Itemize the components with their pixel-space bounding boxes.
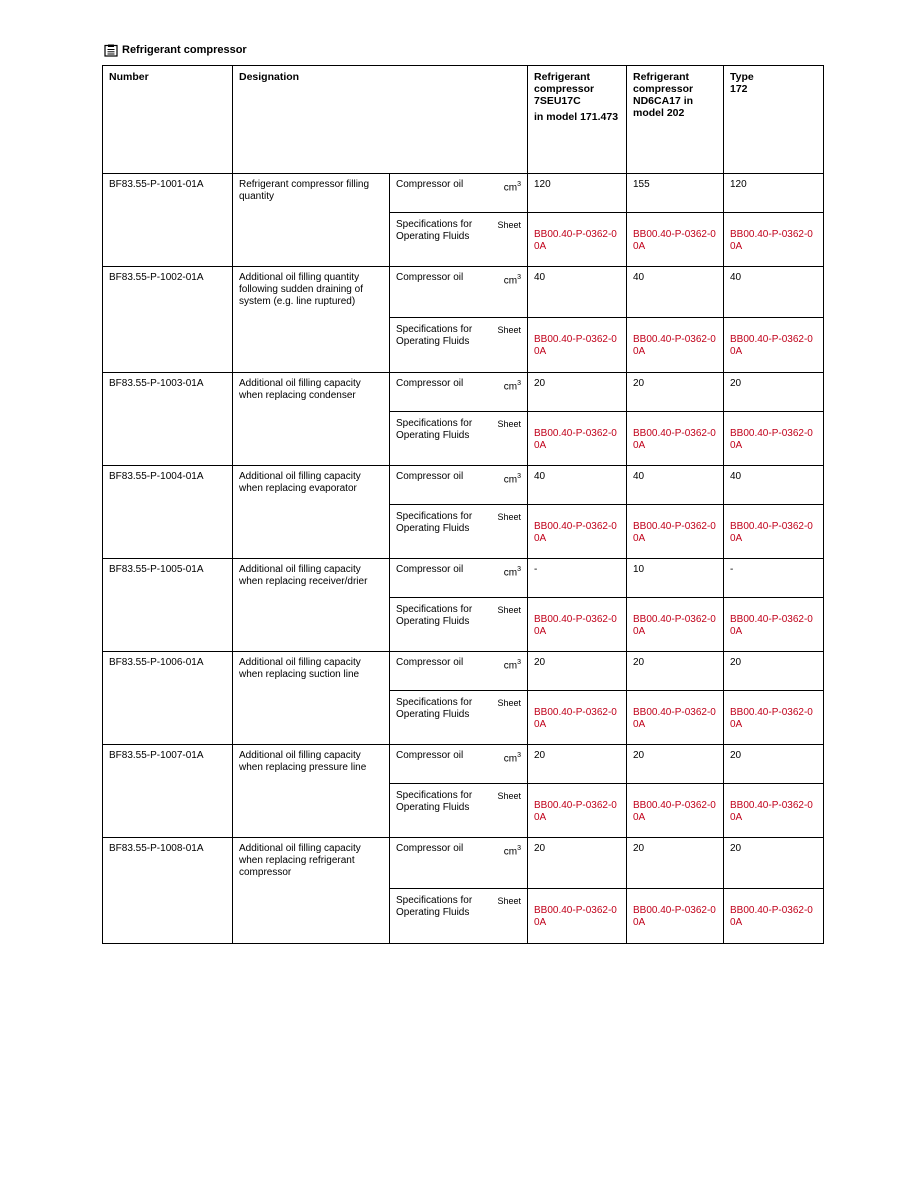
table-header-row — [103, 66, 824, 174]
oil-value: 20 — [724, 373, 824, 412]
spec-unit: Sheet — [490, 784, 528, 838]
row-number: BF83.55-P-1004-01A — [103, 466, 233, 559]
spec-link[interactable] — [724, 213, 824, 267]
spec-unit: Sheet — [490, 598, 528, 652]
oil-unit: $cm^3$ — [490, 745, 528, 784]
oil-label: Compressor oil — [390, 838, 490, 889]
spec-link[interactable] — [724, 784, 824, 838]
document-link[interactable]: BB00.40-P-0362-00A — [534, 614, 617, 637]
table-row — [103, 559, 824, 598]
spec-link[interactable] — [627, 318, 724, 373]
table-row — [103, 745, 824, 784]
row-designation: Additional oil filling capacity when replacing receiver/drier — [233, 559, 390, 652]
refrigerant-compressor-table — [102, 65, 824, 944]
table-row — [103, 838, 824, 889]
document-link[interactable]: BB00.40-P-0362-00A — [730, 334, 813, 357]
oil-unit: $cm^3$ — [490, 267, 528, 318]
spec-unit: Sheet — [490, 318, 528, 373]
document-link[interactable]: BB00.40-P-0362-00A — [633, 334, 716, 357]
row-number: BF83.55-P-1003-01A — [103, 373, 233, 466]
oil-value: 120 — [528, 174, 627, 213]
document-link[interactable]: BB00.40-P-0362-00A — [730, 229, 813, 252]
header-col-nd6ca17: Refrigerant compressor ND6CA17 in model 202 — [627, 66, 724, 174]
oil-value: 20 — [627, 373, 724, 412]
row-designation: Additional oil filling quantity following sudden draining of system (e.g. line ruptured) — [233, 267, 390, 373]
oil-value: 20 — [627, 745, 724, 784]
oil-value: 40 — [528, 466, 627, 505]
spec-label: Specifications for Operating Fluids — [390, 213, 490, 267]
oil-label: Compressor oil — [390, 652, 490, 691]
oil-unit: $cm^3$ — [490, 652, 528, 691]
document-link[interactable]: BB00.40-P-0362-00A — [633, 800, 716, 823]
spec-label: Specifications for Operating Fluids — [390, 412, 490, 466]
row-designation: Refrigerant compressor filling quantity — [233, 174, 390, 267]
oil-label: Compressor oil — [390, 559, 490, 598]
spec-link[interactable] — [627, 691, 724, 745]
oil-unit: $cm^3$ — [490, 838, 528, 889]
row-number: BF83.55-P-1006-01A — [103, 652, 233, 745]
spec-link[interactable] — [528, 318, 627, 373]
spec-link[interactable] — [724, 318, 824, 373]
oil-value: 40 — [724, 466, 824, 505]
spec-link[interactable] — [528, 598, 627, 652]
document-link[interactable]: BB00.40-P-0362-00A — [534, 707, 617, 730]
row-number: BF83.55-P-1007-01A — [103, 745, 233, 838]
oil-label: Compressor oil — [390, 466, 490, 505]
spec-label: Specifications for Operating Fluids — [390, 318, 490, 373]
document-link[interactable]: BB00.40-P-0362-00A — [534, 229, 617, 252]
table-row — [103, 373, 824, 412]
spec-link[interactable] — [724, 691, 824, 745]
document-link[interactable]: BB00.40-P-0362-00A — [534, 905, 617, 928]
spec-link[interactable] — [627, 213, 724, 267]
oil-label: Compressor oil — [390, 267, 490, 318]
spec-link[interactable] — [627, 505, 724, 559]
spec-link[interactable] — [528, 691, 627, 745]
oil-value: - — [724, 559, 824, 598]
row-designation: Additional oil filling capacity when replacing suction line — [233, 652, 390, 745]
document-link[interactable]: BB00.40-P-0362-00A — [730, 707, 813, 730]
spec-unit: Sheet — [490, 889, 528, 944]
document-link[interactable]: BB00.40-P-0362-00A — [633, 428, 716, 451]
spec-unit: Sheet — [490, 505, 528, 559]
oil-value: 20 — [528, 652, 627, 691]
oil-unit: $cm^3$ — [490, 466, 528, 505]
spec-unit: Sheet — [490, 691, 528, 745]
oil-value: 20 — [528, 838, 627, 889]
document-link[interactable]: BB00.40-P-0362-00A — [633, 905, 716, 928]
oil-value: 20 — [627, 838, 724, 889]
document-link[interactable]: BB00.40-P-0362-00A — [633, 707, 716, 730]
oil-value: 40 — [627, 267, 724, 318]
spec-link[interactable] — [627, 598, 724, 652]
header-col-7seu17c: Refrigerant compressor 7SEU17C in model 171.473 — [528, 66, 627, 174]
spec-unit: Sheet — [490, 412, 528, 466]
document-link[interactable]: BB00.40-P-0362-00A — [633, 614, 716, 637]
row-designation: Additional oil filling capacity when replacing evaporator — [233, 466, 390, 559]
row-number: BF83.55-P-1005-01A — [103, 559, 233, 652]
oil-value: 20 — [528, 373, 627, 412]
oil-value: 40 — [528, 267, 627, 318]
oil-label: Compressor oil — [390, 373, 490, 412]
row-designation: Additional oil filling capacity when replacing condenser — [233, 373, 390, 466]
section-title: Refrigerant compressor — [122, 44, 247, 56]
document-list-icon — [104, 44, 118, 57]
spec-link[interactable] — [724, 889, 824, 944]
document-link[interactable]: BB00.40-P-0362-00A — [534, 800, 617, 823]
spec-link[interactable] — [528, 889, 627, 944]
oil-label: Compressor oil — [390, 745, 490, 784]
table-row — [103, 267, 824, 318]
spec-link[interactable] — [528, 505, 627, 559]
spec-label: Specifications for Operating Fluids — [390, 784, 490, 838]
row-designation: Additional oil filling capacity when replacing refrigerant compressor — [233, 838, 390, 944]
table-row — [103, 652, 824, 691]
oil-value: 20 — [724, 652, 824, 691]
oil-value: 40 — [724, 267, 824, 318]
oil-unit: $cm^3$ — [490, 559, 528, 598]
spec-link[interactable] — [627, 889, 724, 944]
oil-value: 10 — [627, 559, 724, 598]
oil-value: 20 — [627, 652, 724, 691]
spec-link[interactable] — [528, 213, 627, 267]
header-number: Number — [103, 66, 233, 174]
row-designation: Additional oil filling capacity when replacing pressure line — [233, 745, 390, 838]
spec-link[interactable] — [724, 598, 824, 652]
spec-label: Specifications for Operating Fluids — [390, 598, 490, 652]
spec-link[interactable] — [627, 412, 724, 466]
header-col-type172: Type 172 — [724, 66, 824, 174]
row-number: BF83.55-P-1008-01A — [103, 838, 233, 944]
oil-value: 20 — [528, 745, 627, 784]
oil-unit: $cm^3$ — [490, 174, 528, 213]
oil-value: 120 — [724, 174, 824, 213]
spec-label: Specifications for Operating Fluids — [390, 505, 490, 559]
spec-link[interactable] — [724, 505, 824, 559]
row-number: BF83.55-P-1001-01A — [103, 174, 233, 267]
spec-link[interactable] — [627, 784, 724, 838]
document-link[interactable]: BB00.40-P-0362-00A — [730, 428, 813, 451]
spec-label: Specifications for Operating Fluids — [390, 889, 490, 944]
document-link[interactable]: BB00.40-P-0362-00A — [534, 334, 617, 357]
spec-link[interactable] — [528, 412, 627, 466]
oil-label: Compressor oil — [390, 174, 490, 213]
document-link[interactable]: BB00.40-P-0362-00A — [633, 229, 716, 252]
oil-value: 40 — [627, 466, 724, 505]
spec-unit: Sheet — [490, 213, 528, 267]
oil-value: - — [528, 559, 627, 598]
oil-value: 20 — [724, 838, 824, 889]
spec-link[interactable] — [528, 784, 627, 838]
spec-link[interactable] — [724, 412, 824, 466]
document-link[interactable]: BB00.40-P-0362-00A — [534, 521, 617, 544]
oil-value: 20 — [724, 745, 824, 784]
oil-unit: $cm^3$ — [490, 373, 528, 412]
spec-label: Specifications for Operating Fluids — [390, 691, 490, 745]
document-link[interactable]: BB00.40-P-0362-00A — [534, 428, 617, 451]
table-row — [103, 466, 824, 505]
document-link[interactable]: BB00.40-P-0362-00A — [730, 800, 813, 823]
section-header — [104, 42, 247, 58]
document-link[interactable]: BB00.40-P-0362-00A — [730, 521, 813, 544]
document-link[interactable]: BB00.40-P-0362-00A — [730, 614, 813, 637]
header-designation: Designation — [233, 66, 528, 174]
document-link[interactable]: BB00.40-P-0362-00A — [633, 521, 716, 544]
row-number: BF83.55-P-1002-01A — [103, 267, 233, 373]
table-row — [103, 174, 824, 213]
oil-value: 155 — [627, 174, 724, 213]
document-link[interactable]: BB00.40-P-0362-00A — [730, 905, 813, 928]
